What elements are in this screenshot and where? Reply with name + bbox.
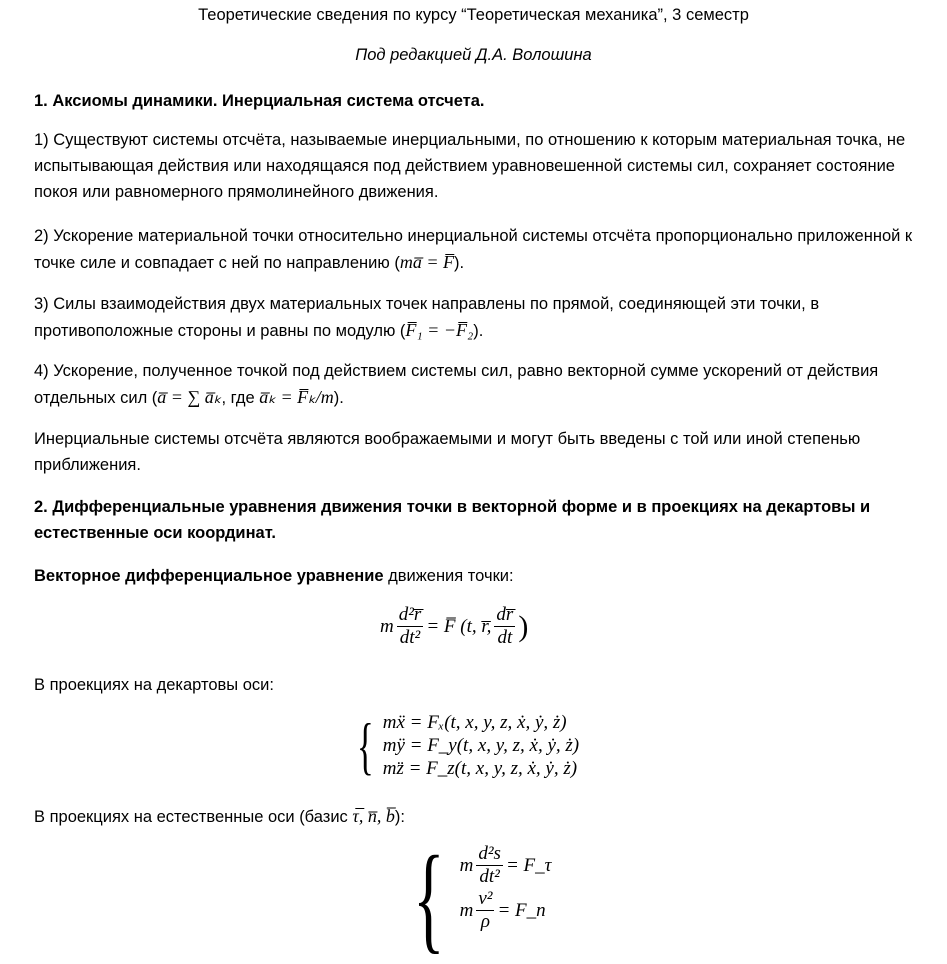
cartesian-system [350, 711, 579, 780]
natural-system [400, 831, 552, 964]
numerator: dr̅ [496, 604, 514, 625]
vector-equation-label-rest: движения точки: [383, 567, 514, 585]
axiom-3-formula: F̅₁ = −F̅₂ [405, 320, 474, 340]
cartesian-eq-x: mẍ = Fₓ(t, x, y, z, ẋ, ẏ, ż) [382, 712, 567, 733]
vector-equation-label [34, 563, 914, 589]
vector-equation-label-bold: Векторное дифференциальное уравнение [34, 567, 384, 585]
document-title: Теоретические сведения по курсу “Теоретическая механика”, 3 семестр [198, 6, 749, 24]
natural-label-text: В проекциях на естественные оси (базис [34, 808, 353, 826]
numerator: d²r̅ [398, 604, 422, 625]
cartesian-eq-y: mÿ = F_y(t, x, y, z, ẋ, ẏ, ż) [382, 735, 580, 756]
fraction [476, 888, 494, 933]
axiom-2-formula: ma̅ = F̅ [399, 252, 454, 272]
eq-mass: m [459, 899, 474, 921]
natural-eq-tau [460, 843, 552, 888]
axiom-4-end: ). [333, 389, 344, 407]
section2-heading: 2. Дифференциальные уравнения движения точки в векторной форме и в проекциях на декартовы и естественные оси координат. [34, 498, 871, 542]
natural-label [34, 803, 914, 830]
eq-rhs: = F_τ [505, 854, 552, 876]
denominator: ρ [480, 911, 490, 932]
axiom-4-formula-ak: a̅ₖ = F̅ₖ/m [259, 387, 334, 407]
numerator: v² [478, 888, 493, 909]
cartesian-label: В проекциях на декартовы оси: [34, 676, 274, 694]
natural-eq-n [460, 888, 552, 933]
axiom-2-text: 2) Ускорение материальной точки относительно инерциальной системы отсчёта пропорционально приложенной к точке силе и совпадает с ней по направлению ( [34, 227, 913, 272]
axiom-4 [34, 358, 914, 411]
left-brace-icon: { [356, 709, 374, 781]
fraction [397, 604, 424, 649]
axiom-3-end: ). [473, 322, 484, 340]
natural-label-end: ): [394, 808, 405, 826]
cartesian-eq-z: mz̈ = F_z(t, x, y, z, ẋ, ẏ, ż) [382, 758, 578, 779]
denominator: dt² [479, 866, 500, 887]
left-brace-icon: { [412, 831, 445, 964]
axiom-2 [34, 223, 914, 276]
axiom-4-formula-sum: a̅ = ∑ a̅ₖ [157, 387, 222, 407]
axiom-1: 1) Существуют системы отсчёта, называемые инерциальными, по отношению к которым материальная точка, не испытывающая действия или находящаяся под действием уравновешенной системы сил, сохраняет состояние покоя или равномерного прямолинейного движения. [34, 131, 906, 201]
axiom-3-text: 3) Силы взаимодействия двух материальных точек направлены по прямой, соединяющей эти точки, в противоположные стороны и равны по модулю ( [34, 295, 820, 340]
denominator: dt [497, 627, 513, 648]
numerator: d²s [478, 843, 501, 864]
eq-rhs: = F_n [497, 899, 546, 921]
denominator: dt² [399, 627, 421, 648]
eq-close-paren: ) [518, 609, 529, 643]
axiom-3 [34, 291, 914, 344]
eq-mass: m [380, 615, 394, 637]
natural-basis: τ̅, n̅, b̅ [352, 806, 395, 826]
document-editor: Под редакцией Д.А. Волошина [355, 46, 592, 64]
section1-heading: 1. Аксиомы динамики. Инерциальная система отсчета. [34, 92, 485, 110]
axiom-4-mid: , где [221, 389, 260, 407]
vector-equation [380, 604, 528, 649]
eq-rhs: = F̅ (t, r̅, [426, 615, 492, 637]
fraction [476, 843, 503, 888]
axiom-2-end: ). [453, 254, 465, 272]
axiom-4-text: 4) Ускорение, полученное точкой под действием системы сил, равно векторной сумме ускорений от действия отдельных сил ( [34, 362, 879, 407]
eq-mass: m [459, 854, 474, 876]
fraction [494, 604, 515, 649]
inertial-note: Инерциальные системы отсчёта являются воображаемыми и могут быть введены с той или иной степенью приближения. [34, 430, 861, 474]
